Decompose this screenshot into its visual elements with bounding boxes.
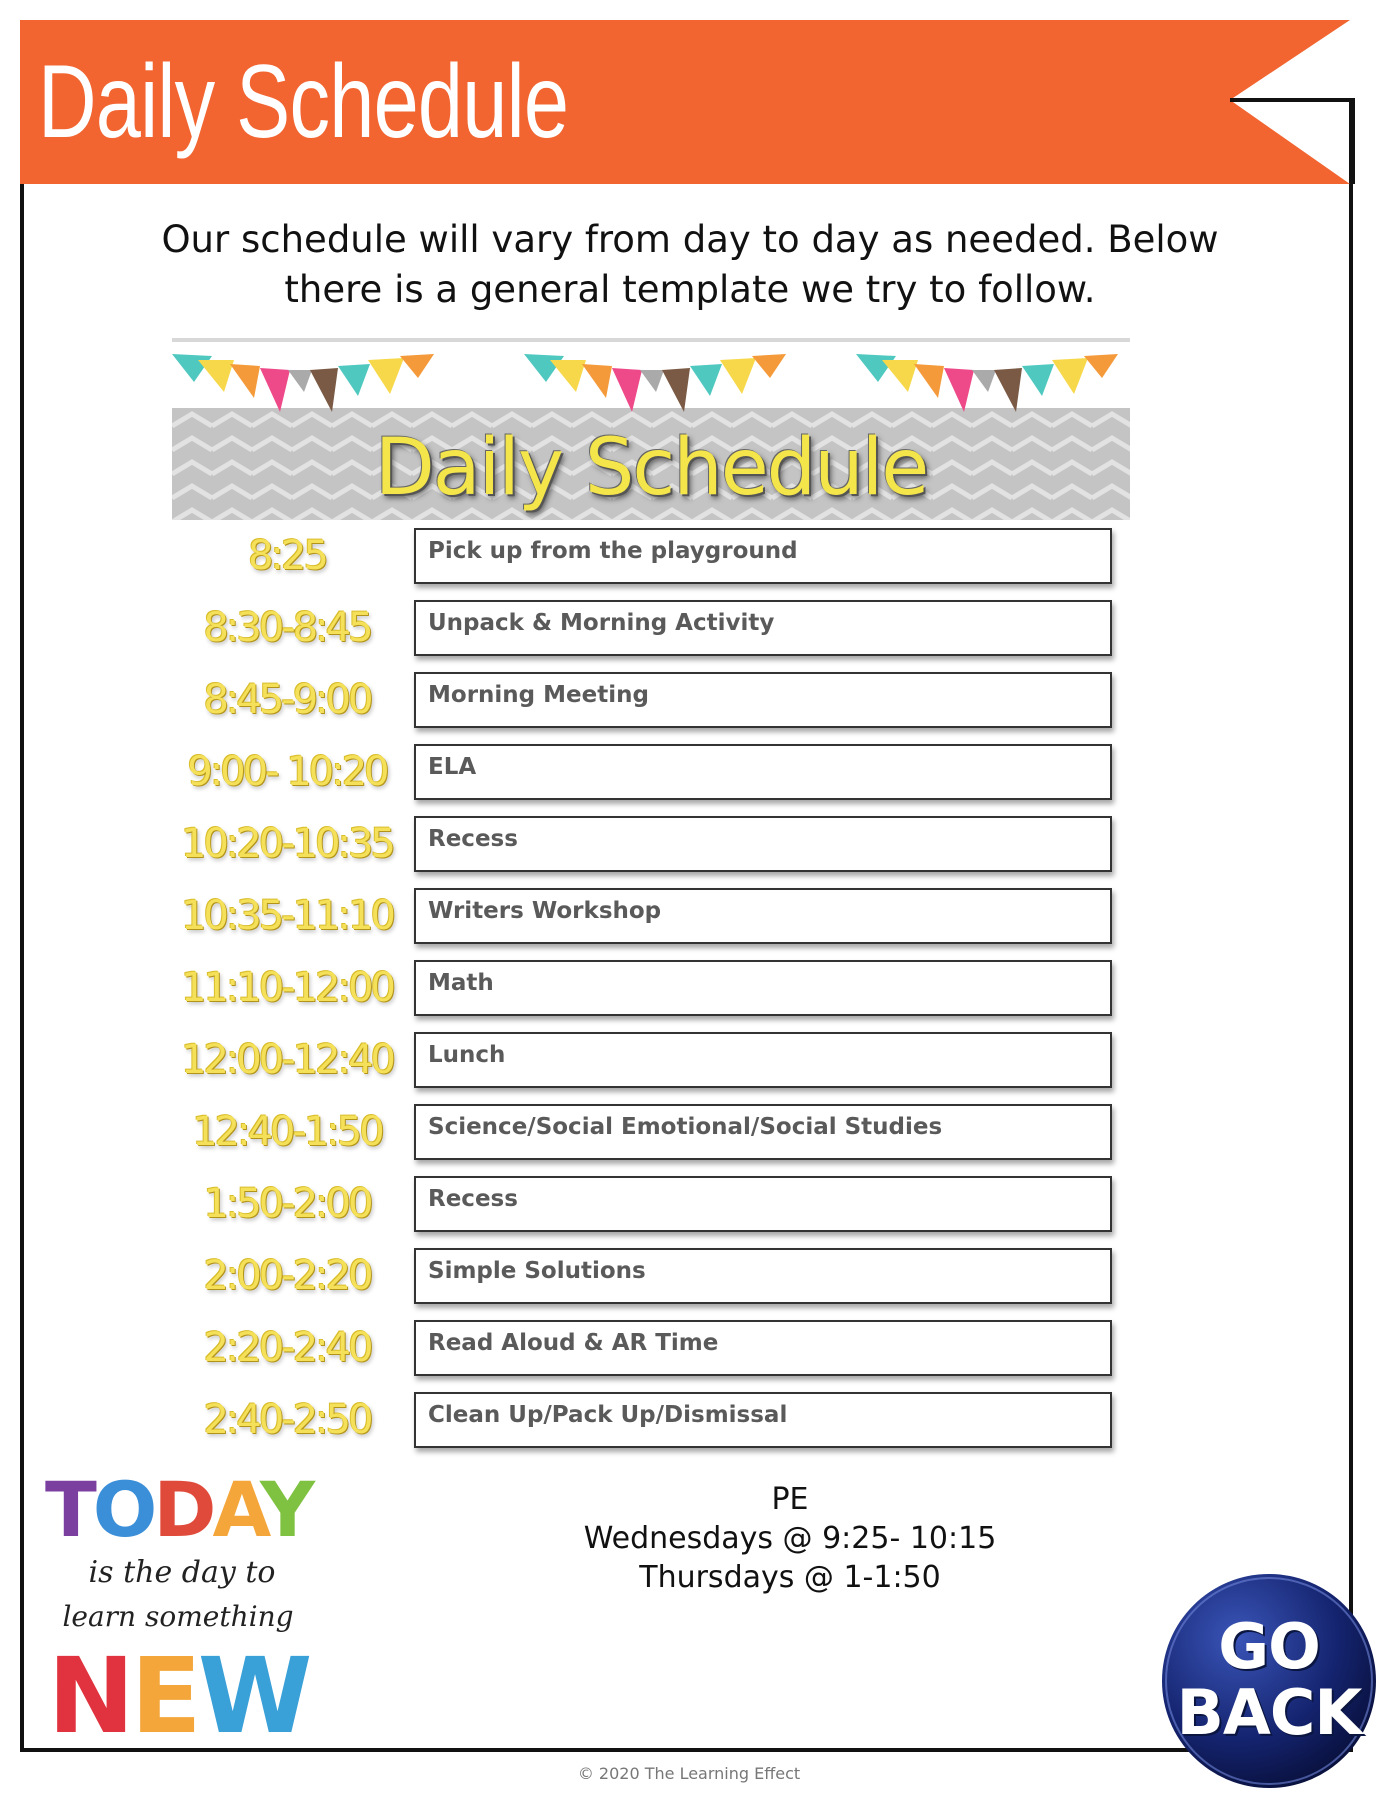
schedule-activity: Unpack & Morning Activity [428,610,775,636]
schedule-activity-box [414,672,1112,728]
pe-note [580,1480,1000,1597]
sticker-word-today: TODAY [44,1465,312,1554]
schedule-activity-box [414,1320,1112,1376]
schedule-row [172,888,1112,944]
title-banner [20,20,1350,184]
pe-wednesday: Wednesdays @ 9:25- 10:15 [583,1521,997,1556]
sticker-word-new: NEW [47,1635,309,1757]
schedule-time: 2:20-2:40 [203,1325,371,1371]
sticker-line-2: is the day to [88,1555,276,1590]
divider [172,338,1130,342]
graphic-title: Daily Schedule [374,423,928,513]
sticker-line-3: learn something [62,1600,294,1633]
schedule-activity-box [414,1176,1112,1232]
schedule-row [172,672,1112,728]
schedule-row [172,1104,1112,1160]
schedule-activity: Pick up from the playground [428,538,798,564]
schedule-activity: Recess [428,1186,518,1212]
schedule-row [172,960,1112,1016]
schedule-activity: Clean Up/Pack Up/Dismissal [428,1402,788,1428]
schedule-time: 2:00-2:20 [203,1253,371,1299]
schedule-time: 12:40-1:50 [192,1109,382,1155]
schedule-header-graphic [172,338,1130,520]
schedule-row [172,1032,1112,1088]
schedule-activity: ELA [428,754,477,780]
schedule-activity-box [414,1392,1112,1448]
schedule-row [172,1176,1112,1232]
schedule-activity-box [414,816,1112,872]
schedule-activity: Recess [428,826,518,852]
schedule-activity-box [414,744,1112,800]
schedule-row [172,1320,1112,1376]
bunting-decoration [172,346,1130,426]
schedule-activity-box [414,1104,1112,1160]
schedule-row [172,600,1112,656]
schedule-row [172,1392,1112,1448]
pe-thursday: Thursdays @ 1-1:50 [639,1560,941,1595]
schedule-row [172,1248,1112,1304]
schedule-activity: Math [428,970,494,996]
schedule-row [172,816,1112,872]
intro-line-1: Our schedule will vary from day to day as needed. Below [161,218,1219,261]
go-back-line-1: GO [1218,1610,1320,1683]
schedule-time: 8:25 [248,533,326,579]
schedule-activity-box [414,888,1112,944]
schedule-time: 11:10-12:00 [181,965,393,1011]
schedule-activity: Morning Meeting [428,682,649,708]
go-back-label [1160,1610,1378,1749]
schedule-time: 8:45-9:00 [203,677,371,723]
pe-heading: PE [771,1482,809,1517]
schedule-time: 8:30-8:45 [203,605,371,651]
schedule-activity: Lunch [428,1042,506,1068]
schedule-activity-box [414,600,1112,656]
intro-text [100,215,1280,315]
schedule-activity: Simple Solutions [428,1258,646,1284]
schedule-time: 10:35-11:10 [181,893,393,939]
schedule-row [172,744,1112,800]
schedule-activity-box [414,960,1112,1016]
page-title: Daily Schedule [38,44,569,160]
schedule-row [172,528,1112,584]
copyright-footer: © 2020 The Learning Effect [577,1764,801,1783]
schedule-activity: Writers Workshop [428,898,662,924]
schedule-activity: Science/Social Emotional/Social Studies [428,1114,943,1140]
schedule-time: 10:20-10:35 [181,821,393,867]
schedule-time: 2:40-2:50 [203,1397,371,1443]
go-back-line-2: BACK [1176,1676,1362,1749]
schedule-activity-box [414,528,1112,584]
schedule-time: 1:50-2:00 [203,1181,371,1227]
schedule-activity-box [414,1032,1112,1088]
schedule-time: 9:00- 10:20 [187,749,387,795]
intro-line-2: there is a general template we try to follow. [284,268,1096,311]
schedule-time: 12:00-12:40 [181,1037,393,1083]
schedule-activity-box [414,1248,1112,1304]
go-back-button[interactable] [1160,1572,1378,1790]
schedule-activity: Read Aloud & AR Time [428,1330,719,1356]
today-sticker [44,1460,312,1757]
